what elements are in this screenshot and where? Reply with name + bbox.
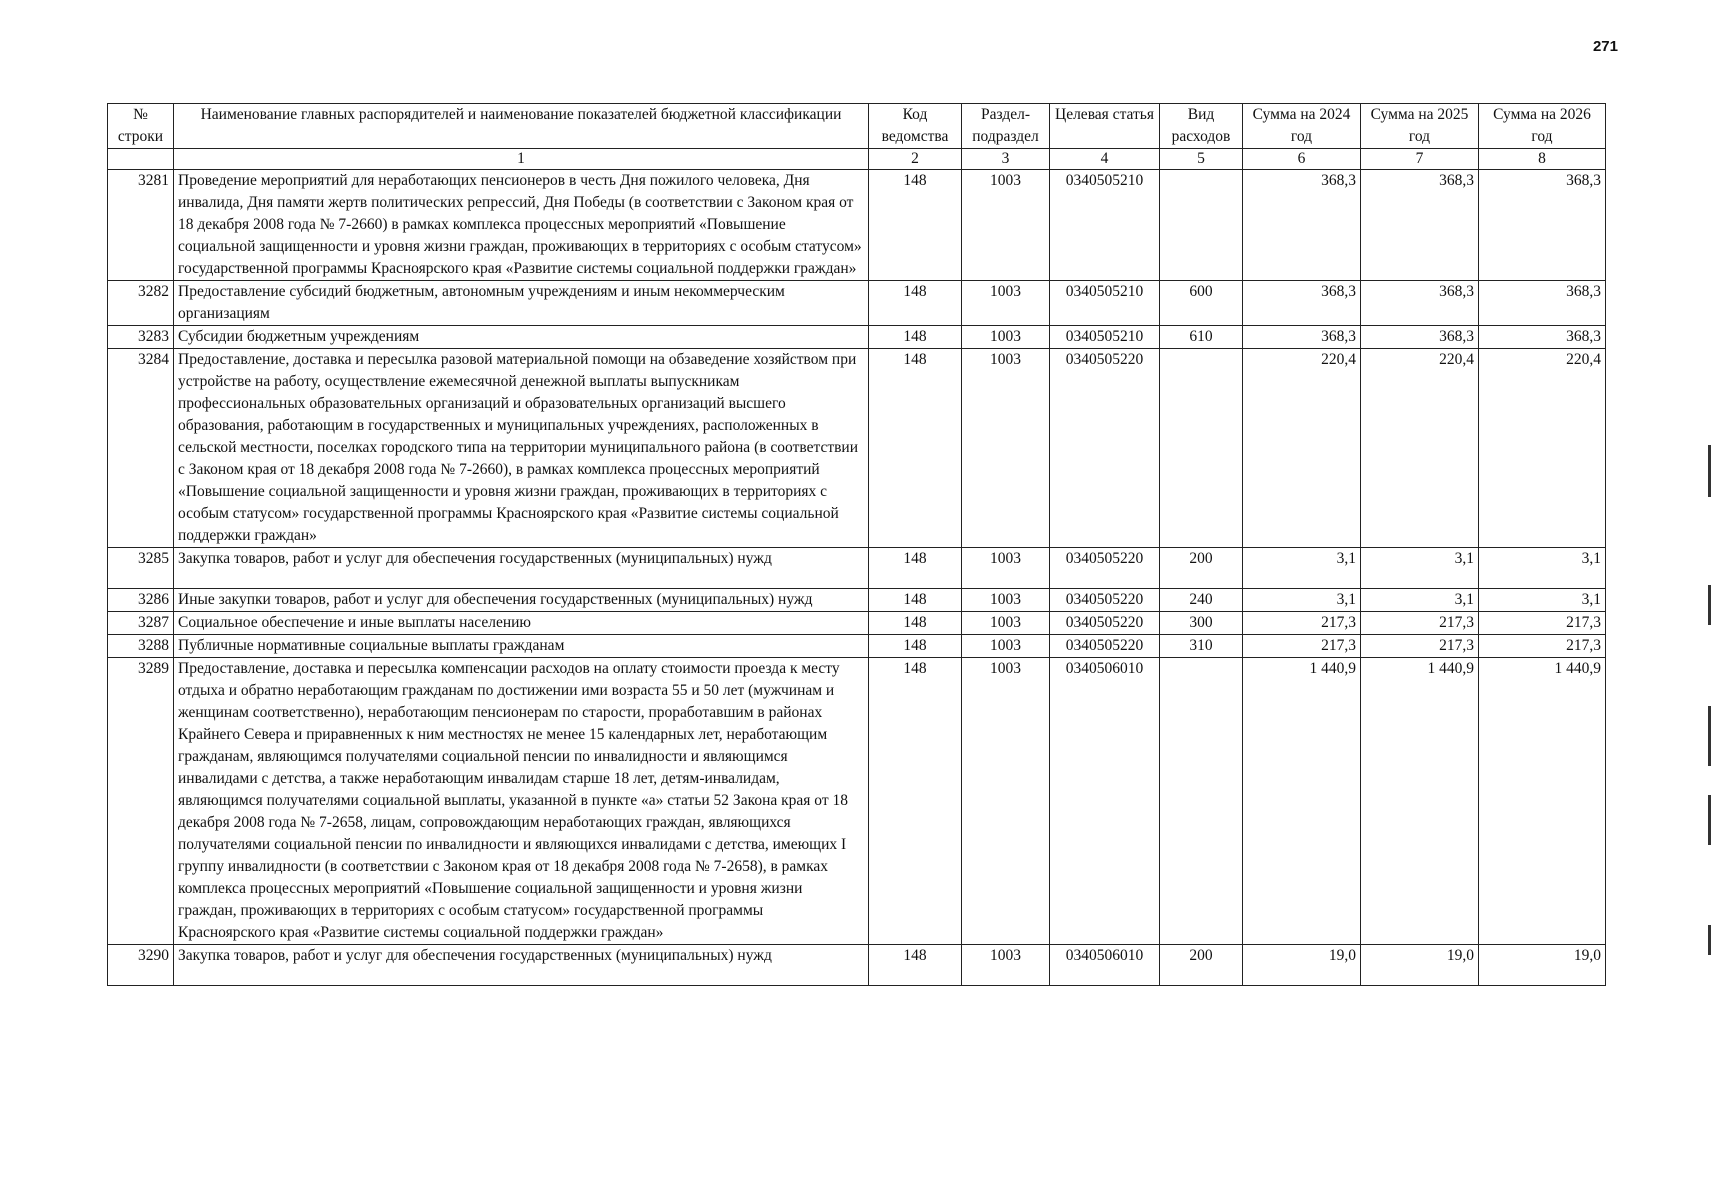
row-expense-type: 610	[1160, 326, 1243, 349]
row-section: 1003	[962, 635, 1050, 658]
row-section: 1003	[962, 945, 1050, 986]
header-sum-2026: Сумма на 2026 год	[1479, 104, 1606, 149]
row-name: Публичные нормативные социальные выплаты гражданам	[174, 635, 869, 658]
row-target: 0340506010	[1050, 945, 1160, 986]
row-dept-code: 148	[869, 635, 962, 658]
row-dept-code: 148	[869, 589, 962, 612]
row-target: 0340505220	[1050, 589, 1160, 612]
row-dept-code: 148	[869, 349, 962, 548]
row-target: 0340505210	[1050, 326, 1160, 349]
row-expense-type: 240	[1160, 589, 1243, 612]
table-row	[108, 326, 1606, 349]
table-header-row	[108, 104, 1606, 149]
row-sum-2024: 217,3	[1243, 612, 1361, 635]
row-dept-code: 148	[869, 281, 962, 326]
row-section: 1003	[962, 281, 1050, 326]
row-target: 0340505210	[1050, 281, 1160, 326]
column-number-row	[108, 149, 1606, 170]
column-number: 5	[1160, 149, 1243, 170]
row-name: Закупка товаров, работ и услуг для обеспечения государственных (муниципальных) нужд	[174, 945, 869, 986]
table-row	[108, 612, 1606, 635]
row-sum-2025: 3,1	[1361, 548, 1479, 589]
row-number: 3282	[108, 281, 174, 326]
row-sum-2026: 3,1	[1479, 548, 1606, 589]
row-sum-2024: 19,0	[1243, 945, 1361, 986]
row-section: 1003	[962, 612, 1050, 635]
header-row-no: № строки	[108, 104, 174, 149]
row-dept-code: 148	[869, 170, 962, 281]
row-sum-2025: 368,3	[1361, 170, 1479, 281]
row-name: Закупка товаров, работ и услуг для обеспечения государственных (муниципальных) нужд	[174, 548, 869, 589]
row-section: 1003	[962, 349, 1050, 548]
table-row	[108, 281, 1606, 326]
header-expense-type: Вид расходов	[1160, 104, 1243, 149]
header-dept-code: Код ведомства	[869, 104, 962, 149]
row-sum-2025: 217,3	[1361, 612, 1479, 635]
row-target: 0340505220	[1050, 548, 1160, 589]
row-section: 1003	[962, 658, 1050, 945]
row-target: 0340505220	[1050, 635, 1160, 658]
header-section: Раздел-подраздел	[962, 104, 1050, 149]
column-number: 8	[1479, 149, 1606, 170]
row-name: Предоставление, доставка и пересылка компенсации расходов на оплату стоимости проезда к месту отдыха и обратно неработающим гражданам по достижении ими возраста 55 и 50 лет (мужчинам и женщинам соответственно), неработающим пенсионерам по старости, проработавшим в районах Крайнего Севера и приравненных к ним местностях не менее 15 календарных лет, неработающим гражданам, являющимся получателями социальной пенсии по инвалидности и являющимся инвалидами с детства, а также неработающим инвалидам старше 18 лет, детям-инвалидам, являющимся получателями социальной выплаты, указанной в пункте «а» статьи 52 Закона края от 18 декабря 2008 года № 7-2658, лицам, сопровождающим неработающих граждан, являющихся получателями социальной пенсии по инвалидности и являющихся инвалидами с детства, имеющих I группу инвалидности (в соответствии с Законом края от 18 декабря 2008 года № 7-2658), в рамках комплекса процессных мероприятий «Повышение социальной защищенности и уровня жизни граждан, проживающих в территориях с особым статусом» государственной программы Красноярского края «Развитие системы социальной поддержки граждан»	[174, 658, 869, 945]
row-sum-2024: 3,1	[1243, 548, 1361, 589]
table-row	[108, 635, 1606, 658]
header-sum-2024: Сумма на 2024 год	[1243, 104, 1361, 149]
row-target: 0340505220	[1050, 612, 1160, 635]
row-target: 0340505210	[1050, 170, 1160, 281]
table-body	[108, 170, 1606, 986]
row-number: 3287	[108, 612, 174, 635]
row-sum-2024: 220,4	[1243, 349, 1361, 548]
table-row	[108, 170, 1606, 281]
row-number: 3285	[108, 548, 174, 589]
row-name: Иные закупки товаров, работ и услуг для обеспечения государственных (муниципальных) нужд	[174, 589, 869, 612]
row-name: Социальное обеспечение и иные выплаты населению	[174, 612, 869, 635]
row-sum-2025: 368,3	[1361, 326, 1479, 349]
page-number: 271	[1592, 38, 1618, 55]
column-number: 2	[869, 149, 962, 170]
row-target: 0340506010	[1050, 658, 1160, 945]
table-row	[108, 548, 1606, 589]
row-expense-type: 600	[1160, 281, 1243, 326]
row-sum-2026: 3,1	[1479, 589, 1606, 612]
row-sum-2024: 1 440,9	[1243, 658, 1361, 945]
row-expense-type: 300	[1160, 612, 1243, 635]
row-section: 1003	[962, 589, 1050, 612]
row-expense-type: 200	[1160, 548, 1243, 589]
row-sum-2024: 368,3	[1243, 281, 1361, 326]
column-number: 6	[1243, 149, 1361, 170]
row-sum-2024: 368,3	[1243, 170, 1361, 281]
header-target: Целевая статья	[1050, 104, 1160, 149]
row-expense-type	[1160, 170, 1243, 281]
table-row	[108, 349, 1606, 548]
row-name: Предоставление субсидий бюджетным, автономным учреждениям и иным некоммерческим организациям	[174, 281, 869, 326]
row-sum-2026: 1 440,9	[1479, 658, 1606, 945]
row-section: 1003	[962, 170, 1050, 281]
budget-table	[107, 103, 1606, 986]
row-sum-2026: 368,3	[1479, 170, 1606, 281]
row-sum-2026: 220,4	[1479, 349, 1606, 548]
row-section: 1003	[962, 326, 1050, 349]
row-number: 3288	[108, 635, 174, 658]
column-number: 7	[1361, 149, 1479, 170]
row-sum-2026: 217,3	[1479, 635, 1606, 658]
row-dept-code: 148	[869, 548, 962, 589]
row-number: 3284	[108, 349, 174, 548]
row-number: 3289	[108, 658, 174, 945]
row-expense-type: 200	[1160, 945, 1243, 986]
row-sum-2024: 3,1	[1243, 589, 1361, 612]
row-sum-2026: 368,3	[1479, 281, 1606, 326]
row-expense-type	[1160, 349, 1243, 548]
row-expense-type: 310	[1160, 635, 1243, 658]
row-number: 3283	[108, 326, 174, 349]
row-sum-2026: 217,3	[1479, 612, 1606, 635]
row-target: 0340505220	[1050, 349, 1160, 548]
row-number: 3281	[108, 170, 174, 281]
row-name: Субсидии бюджетным учреждениям	[174, 326, 869, 349]
row-number: 3290	[108, 945, 174, 986]
row-dept-code: 148	[869, 612, 962, 635]
row-name: Предоставление, доставка и пересылка разовой материальной помощи на обзаведение хозяйством при устройстве на работу, осуществление ежемесячной денежной выплаты выпускникам профессиональных образовательных организаций и образовательных организаций высшего образования, работающим в государственных и муниципальных учреждениях, расположенных в сельской местности, поселках городского типа на территории муниципального района (в соответствии с Законом края от 18 декабря 2008 года № 7-2660), в рамках комплекса процессных мероприятий «Повышение социальной защищенности и уровня жизни граждан, проживающих в территориях с особым статусом» государственной программы Красноярского края «Развитие системы социальной поддержки граждан»	[174, 349, 869, 548]
table-row	[108, 589, 1606, 612]
row-number: 3286	[108, 589, 174, 612]
row-sum-2025: 3,1	[1361, 589, 1479, 612]
row-sum-2025: 19,0	[1361, 945, 1479, 986]
row-sum-2025: 220,4	[1361, 349, 1479, 548]
table-row	[108, 658, 1606, 945]
row-sum-2026: 368,3	[1479, 326, 1606, 349]
column-number: 3	[962, 149, 1050, 170]
header-sum-2025: Сумма на 2025 год	[1361, 104, 1479, 149]
row-sum-2025: 1 440,9	[1361, 658, 1479, 945]
row-sum-2025: 217,3	[1361, 635, 1479, 658]
row-sum-2025: 368,3	[1361, 281, 1479, 326]
column-number: 4	[1050, 149, 1160, 170]
row-dept-code: 148	[869, 945, 962, 986]
row-expense-type	[1160, 658, 1243, 945]
table-row	[108, 945, 1606, 986]
row-dept-code: 148	[869, 326, 962, 349]
column-number: 1	[174, 149, 869, 170]
row-dept-code: 148	[869, 658, 962, 945]
header-name: Наименование главных распорядителей и наименование показателей бюджетной классификации	[174, 104, 869, 149]
row-name: Проведение мероприятий для неработающих пенсионеров в честь Дня пожилого человека, Дня инвалида, Дня памяти жертв политических репрессий, Дня Победы (в соответствии с Законом края от 18 декабря 2008 года № 7-2660) в рамках комплекса процессных мероприятий «Повышение социальной защищенности и уровня жизни граждан, проживающих в территориях с особым статусом» государственной программы Красноярского края «Развитие системы социальной поддержки граждан»	[174, 170, 869, 281]
column-number	[108, 149, 174, 170]
row-section: 1003	[962, 548, 1050, 589]
row-sum-2026: 19,0	[1479, 945, 1606, 986]
row-sum-2024: 368,3	[1243, 326, 1361, 349]
row-sum-2024: 217,3	[1243, 635, 1361, 658]
